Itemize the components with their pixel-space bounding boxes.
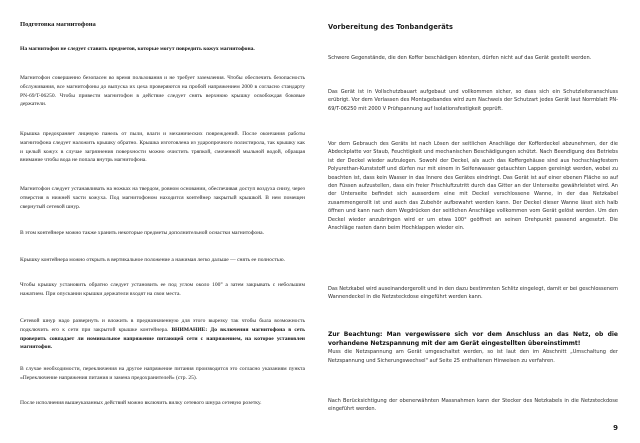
paragraph: Чтобы крышку установить обратно следует установить ее под углом около 100° а затем закрывать с небольшим нажатием. При опускании крышки держатели входят на свои места. (20, 282, 305, 297)
paragraph: На магнитофон не следует ставить предметов, которые могут повредить кожух магнитофона. (20, 46, 255, 52)
paragraph-text: Muss die Netzspannung am Gerät umgeschaltet werden, so ist laut den im Abschnitt „Umschaltung der Netzspannung und Sicherungswechsel" auf Seite 25 enthaltenen Hinweisen zu verfahren. (328, 349, 618, 364)
page-title: Подготовка магнитофона (20, 21, 96, 28)
warning-label: ВНИМАНИЕ: (171, 326, 208, 333)
paragraph: Крышка предохраняет лицевую панель от пыли, влаги и механических повреждений. После окончания работы магнитофона следует наложить крышку обратно. Крышка изготовлена из ударопрочного полистирола, так крышку как и целый кожух в случае загрязнения поверхности можно очистить тряпкой, смоченной мыльной водой, обращая внимание чтобы вода не попала внутрь магнитофона. (20, 131, 305, 164)
warning-text: До включения магнитофона в сеть проверить совпадает ли номинальное напряжение питающей сети с напряжением, на которое установлен магнитофон. (20, 326, 306, 351)
page-number: 9 (613, 424, 618, 432)
paragraph: Das Netzkabel wird auseinandergerollt und in den dazu bestimmten Schlitz eingelegt, damit er bei geschlossenem Wannendeckel in die Netzsteckdose eingeführt werden kann. (328, 286, 618, 301)
paragraph: Das Gerät ist in Vollschutzbauart aufgebaut und vollkommen sicher, so dass sich ein Schutzleiteranschluss erübrigt. Vor dem Verlassen des Montagebandes wird zum Nachweis der Schutzart jedes Gerät laut Normblatt PN-69/T-06250 mit 2000 V Prüfspannung auf Isolationsfestigkeit geprüft. (328, 89, 618, 112)
paragraph: В случае необходимости, переключения на другое напряжение питания производится это согласно указаниям пункта «Переключение напряжения питания и замена предохранителей» (стр. 25). (20, 366, 305, 381)
paragraph: После исполнения вышеуказанных действий можно включить вилку сетевого шнура сетевую розетку. (20, 400, 262, 406)
paragraph: Nach Berücksichtigung der obenerwähnten Massnahmen kann der Stecker des Netzkabels in die Netzsteckdose eingeführt werden. (328, 398, 618, 413)
paragraph-text: Сетевой шнур надо развернуть и вложить в предназначенную для этого вырезку так чтобы была возможность подключить его к сети при закрытой крышке контейнера. (20, 318, 305, 333)
paragraph: Магнитофон следует устанавливать на ножках на твердом, ровном основании, обеспечивая доступ воздуха снизу, через отверстия в нижней части кожуха. Под магнитофоном находится контейнер закрытый крышкой. В нем помещен свернутый сетевой шнур. (20, 186, 305, 210)
paragraph: Крышку контейнера можно открыть в вертикальное положение а нажимая легко дальше — снять ее полностью. (20, 257, 285, 263)
right-page-german (320, 0, 640, 443)
paragraph-with-warning (20, 317, 305, 352)
paragraph-with-warning (328, 331, 618, 365)
page-title: Vorbereitung des Tonbandgeräts (328, 23, 454, 31)
paragraph: В этом контейнере можно также хранить некоторые предметы дополнительной оснастки магнитофона. (20, 230, 265, 236)
warning-text: Zur Beachtung: Man vergewissere sich vor dem Anschluss an das Netz, ob die vorhandene Netzspannung mit der am Gerät eingestellten übereinstimmt! (328, 331, 618, 347)
paragraph: Schwere Gegenstände, die den Koffer beschädigen könnten, dürfen nicht auf das Gerät gestellt werden. (328, 55, 592, 61)
paragraph: Vor dem Gebrauch des Geräts ist nach Lösen der seitlichen Anschläge der Kofferdeckel abzunehmen, der die Abdeckplatte vor Staub, Feuchtigkeit und mechanischen Beschädigungen schützt. Nach Beendigung des Betriebs ist der Deckel wieder aufzulegen. Sowohl der Deckel, als auch das Koffergehäuse sind aus hochschlagfestem Polyurethan-Kunststoff und dürfen nur mit einem in Seifenwasser getauchten Lappen gereinigt werden, wobei zu beachten ist, dass kein Wasser in das Innere des Gerätes eindringt. Das Gerät ist auf einer ebenen Fläche so auf den Füssen aufzustellen, dass ein freier Frischluftzutritt durch das Gitter an der Unterseite gewährleistet wird. An der Unterseite befindet sich ausserdem eine mit Deckel verschlossene Wanne, in der das Netzkabel zusammengerollt ist und auch das Zubehör aufbewahrt werden kann. Der Deckel dieser Wanne lässt sich halb öffnen und kann nach dem Wegdrücken der seitlichen Anschläge vollkommen vom Gerät gelöst werden. Um den Deckel wieder anzubringen wird er um etwa 100° geöffnet an seinen Drehpunkt passend angesetzt. Die Anschläge rasten dann beim Hochklappen wieder ein. (328, 141, 618, 232)
paragraph: Магнитофон совершенно безопасен во время пользования и не требует заземления. Чтобы обеспечить безопасность обслуживания, все магнитофоны до выпуска их цеха проверяются на пробой напряжением 2000 в согласно стандарту PN-69/T-06250. Чтобы привести магнитофон в действие следует снять верхнюю крышку освобождая боковые держатели. (20, 75, 305, 108)
